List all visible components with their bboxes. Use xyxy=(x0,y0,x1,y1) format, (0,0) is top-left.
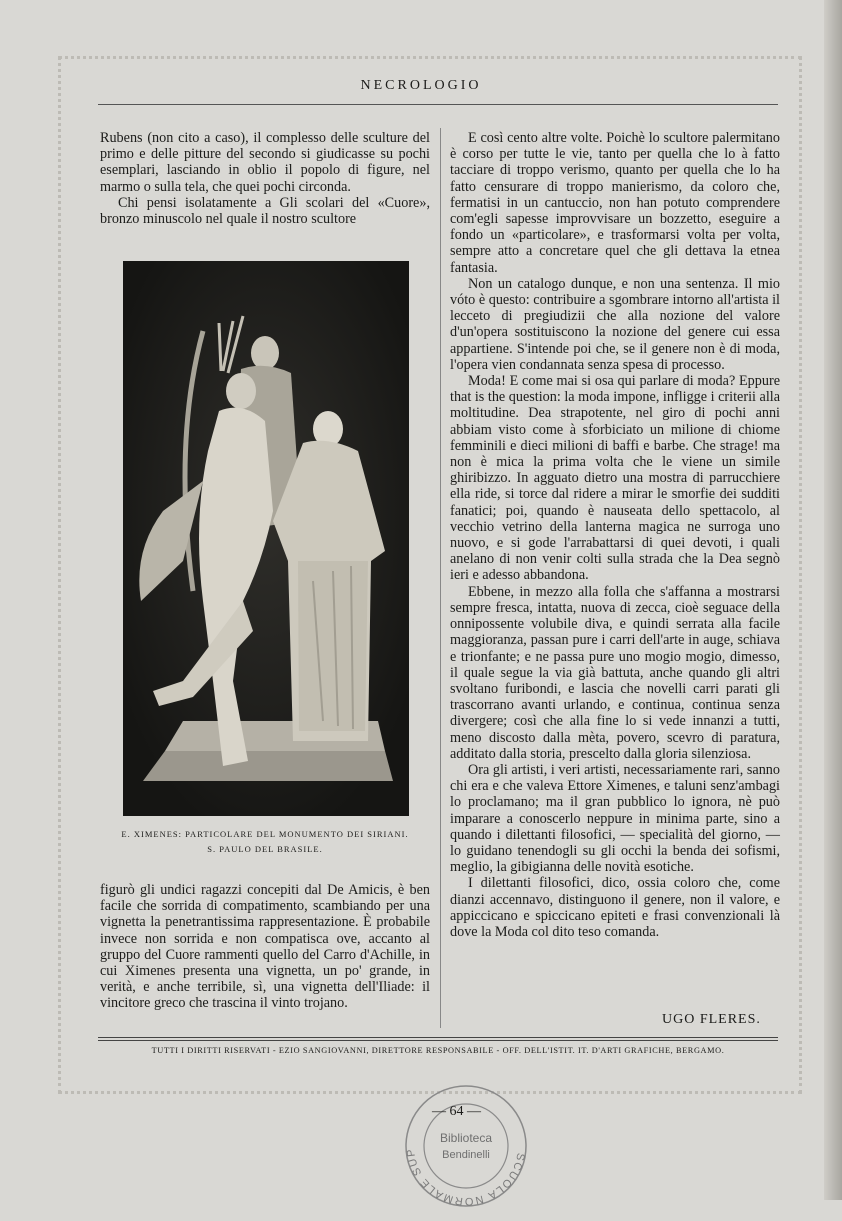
stamp-ring-text: SCUOLA NORMALE SUP xyxy=(404,1147,527,1208)
stamp-icon xyxy=(396,1076,536,1216)
left-column-top xyxy=(100,130,430,227)
footer-credits: TUTTI I DIRITTI RISERVATI - EZIO SANGIOVANNI, DIRETTORE RESPONSABILE - OFF. DELL'ISTIT. IT. D'ARTI GRAFICHE, BERGAMO. xyxy=(151,1046,725,1055)
paragraph: Moda! E come mai si osa qui parlare di moda? Eppure that is the question: la moda impone, infligge i criterii alla moltitudine. Dea strapotente, nel giro di pochi anni abbiam visto come à sforbiciato un milione di chiome femminili e dieci milioni di baffi e barbe. Che strage! ma non è mica la prima volta che le viene un simile ghiribizzo. In agguato dietro una mostra di parrucchiere ella ride, si torce dal ridere a mirar le smorfie dei sudditi fanatici; poi, quando è nauseata dello spettacolo, al vecchio vetrino della lanterna magica ne surroga uno nuovo, e si gode l'arrabattarsi di quei devoti, i quali anelano di non venir colti sulla strada che la Dea segnò ieri e adesso abbandona. xyxy=(450,373,780,584)
figure-caption xyxy=(100,827,430,857)
left-column-bottom xyxy=(100,882,430,1012)
paragraph: Chi pensi isolatamente a Gli scolari del «Cuore», bronzo minuscolo nel quale il nostro scultore xyxy=(100,194,430,228)
author-signature: UGO FLERES. xyxy=(662,1012,761,1027)
paragraph: figurò gli undici ragazzi concepiti dal De Amicis, è ben facile che sorrida di compatimento, scambiando per una vignetta la penetrantissima rappresentazione. È probabile invece non sorrida e non compatisca ove, accanto al gruppo del Cuore rammenti quello del Carro d'Achille, in cui Ximenes presenta una vignetta, un po' grande, in verità, e anche terribile, sì, una vignetta dell'Iliade: il vincitore greco che trascina il vinto trojano. xyxy=(100,882,430,1012)
sculpture-photograph xyxy=(123,261,409,816)
paragraph: Rubens (non cito a caso), il complesso delle sculture del primo e delle pitture del secondo si giudicasse su pochi esemplari, lasciando in oblio il popolo di figure, nel marmo o sulla tela, che quei pochi circonda. xyxy=(100,130,430,195)
stamp-line: Biblioteca xyxy=(439,1131,493,1145)
page-header: NECROLOGIO xyxy=(360,78,482,93)
paragraph: Non un catalogo dunque, e non una sentenza. Il mio vóto è questo: contribuire a sgombrare intorno all'artista il lecceto di pregiudizii che alla nozione del valore d'un'opera sostituiscono la nozione del genere cui essa appartiene. S'intende poi che, se il genere non è di moda, l'opera vien condannata senza spesa di processo. xyxy=(450,275,780,373)
stamp-line: Bendinelli xyxy=(442,1149,490,1161)
sculpture-image xyxy=(123,261,409,816)
column-divider xyxy=(440,128,441,1028)
caption-line: S. PAULO DEL BRASILE. xyxy=(207,844,323,854)
caption-line: E. XIMENES: PARTICOLARE DEL MONUMENTO DEI SIRIANI. xyxy=(121,829,409,839)
header-rule xyxy=(98,104,778,105)
right-column xyxy=(450,130,780,940)
page-number: — 64 — xyxy=(432,1104,481,1119)
footer-rule xyxy=(98,1040,778,1041)
paragraph: Ora gli artisti, i veri artisti, necessariamente rari, sanno chi era e che valeva Ettore Ximenes, e taluni senz'ambagi lo proclamano; ma il gran pubblico lo ignora, nè può imparare a conoscerlo neppure in minima parte, sino a quando i dilettanti filosofici, — specialità del giorno, — lo guidano tenendogli su gli occhi la benda dei sofismi, meglio, la gibigianna delle novità esotiche. xyxy=(450,761,780,876)
page-edge xyxy=(824,0,842,1200)
paragraph: Ebbene, in mezzo alla folla che s'affanna a mostrarsi sempre fresca, intatta, nuova di zecca, cioè seguace della onnipossente volubile diva, e quindi serrata alla facile maggioranza, passan pure i carri dell'arte in auge, schiava e trionfante; e ne passa pure uno mogio mogio, dimesso, il quale segue la via già battuta, anche quando gli altri svoltano furibondi, e lascia che novelli carri parati gli trascorrano avanti urlando, e continua, continua senza divergere; così che alla fine lo si vede innanzi a tutti, meno discosto dalla mèta, povero, scevro di paratura, additato dalla storia, prescelto dalla gloria silenziosa. xyxy=(450,583,780,762)
paragraph: I dilettanti filosofici, dico, ossia coloro che, come dianzi accennavo, distinguono il genere, non il valore, e appiccicano e spiccicano epiteti e frasi convenzionali là dove la Moda col dito teso comanda. xyxy=(450,875,780,940)
library-stamp xyxy=(396,1076,536,1216)
footer-rule xyxy=(98,1037,778,1038)
paragraph: E così cento altre volte. Poichè lo scultore palermitano è corso per tutte le vie, tanto per quella che lo à fatto tacciare di troppo verismo, quanto per quella che lo ha fatto censurare di troppo manierismo, da coloro che, fermatisi in un cantuccio, non han potuto comprendere com'egli sapesse improvvisare un bozzetto, eseguire a fondo un «particolare», e trasformarsi volta per volta, sempre atto a concretare quel che gli dettava la etnea fantasia. xyxy=(450,130,780,276)
